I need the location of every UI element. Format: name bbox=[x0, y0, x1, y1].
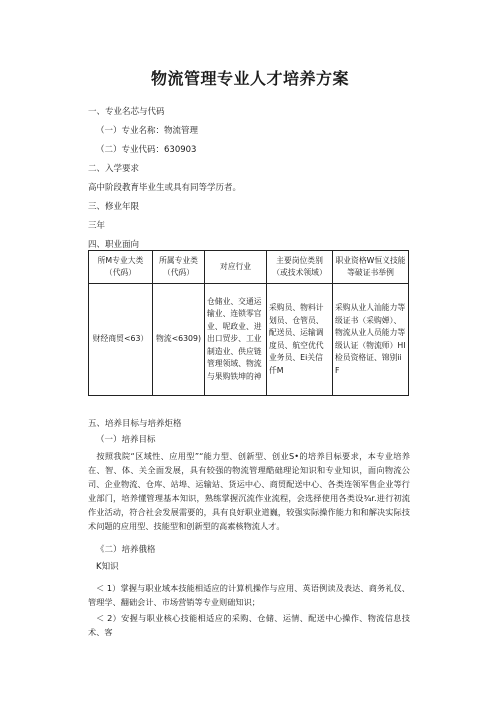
header-major-subcategory: 所属专业类（代码） bbox=[153, 251, 205, 284]
major-name: （一）专业名称：物流管理 bbox=[96, 126, 199, 136]
knowledge-item-1-text: ＜ 1）掌握与职业域本技能相适应的计算机操作与应用、英语例读及表达、商务礼仪、管理学、翻础会计、市场营销等专业则础知识； bbox=[88, 583, 410, 607]
table-header-row bbox=[89, 251, 409, 284]
subsection-spec: 《二）培养俄格 bbox=[96, 545, 156, 555]
knowledge-label: K知识 bbox=[96, 562, 119, 572]
goal-paragraph-text: 按照我院“区域性、应用型”“能力型、创新型、创业S•的培养目标要求，本专业培养在、智、体、关全面发展，具有较强的物流管理酷础理论知识和专业知识，面向物流公司、企业物流、仓库、站埠、运输站、货运中心、商贸配送中心、各类连领军售企业等行业部门，培养懂管理基本知识，熟练掌握沉流作业流程，会选择使用各类设¾r.进行初流作业活动，符合社会发展需要的，具有良好职业道巍，较强实际操作能力和和解决实际技术问题的应用型、技能型和创新型的高素核物流人才。 bbox=[88, 451, 410, 531]
section-heading-admission: 二、入学要求 bbox=[88, 164, 140, 174]
career-table bbox=[88, 250, 409, 396]
knowledge-item-2 bbox=[88, 611, 410, 639]
table-row bbox=[89, 284, 409, 396]
cell-industry: 仓储业、交通运输业、连锁零官业、呢政业、进出口贸步、工业制造业、供应链管理领域、物流与果购铁坤的神 bbox=[205, 284, 267, 396]
cell-certificates: 采购从业人汕能力等级证书（采购婵）、物流从业人员能力等级认证（物流师）HI检员资格证、锦别iiF bbox=[333, 284, 409, 396]
section-heading-name-code: 一、专业名芯与代码 bbox=[88, 107, 165, 117]
section-heading-goals: 五、培养目标与培养炬格 bbox=[88, 419, 182, 429]
goal-paragraph bbox=[88, 449, 410, 533]
admission-text: 高中阶段教育毕业生或具有同等学历者。 bbox=[88, 183, 242, 193]
cell-positions: 采购员、物料计划员、仓管员、配送员、运输调度员、航空优代业务员、Ei关信仟M bbox=[267, 284, 333, 396]
cell-category: 财经商贸<63） bbox=[89, 284, 153, 396]
subsection-goal: （一）培养目标 bbox=[96, 435, 156, 445]
section-heading-career: 四、职业面向 bbox=[88, 240, 140, 250]
header-positions: 主要岗位类别（或技术领域） bbox=[267, 251, 333, 284]
document-title: 物流管理专业人才培养方案 bbox=[150, 69, 349, 88]
major-code: （二）专业代码：630903 bbox=[96, 145, 197, 155]
header-major-category: 所M专业大类（代码） bbox=[89, 251, 153, 284]
header-industry: 对应行业 bbox=[205, 251, 267, 284]
knowledge-item-2-text: ＜ 2）安握与职业核心技能相适应的采购、仓储、运情、配送中心操作、物流信息技术、客 bbox=[88, 613, 410, 637]
header-certificates: 职业资格W恒义技能等破证书举例 bbox=[333, 251, 409, 284]
cell-subcategory: 物流<6309) bbox=[153, 284, 205, 396]
section-heading-duration: 三、修业年限 bbox=[88, 202, 140, 212]
knowledge-item-1 bbox=[88, 581, 410, 609]
duration-text: 三年 bbox=[88, 221, 106, 231]
